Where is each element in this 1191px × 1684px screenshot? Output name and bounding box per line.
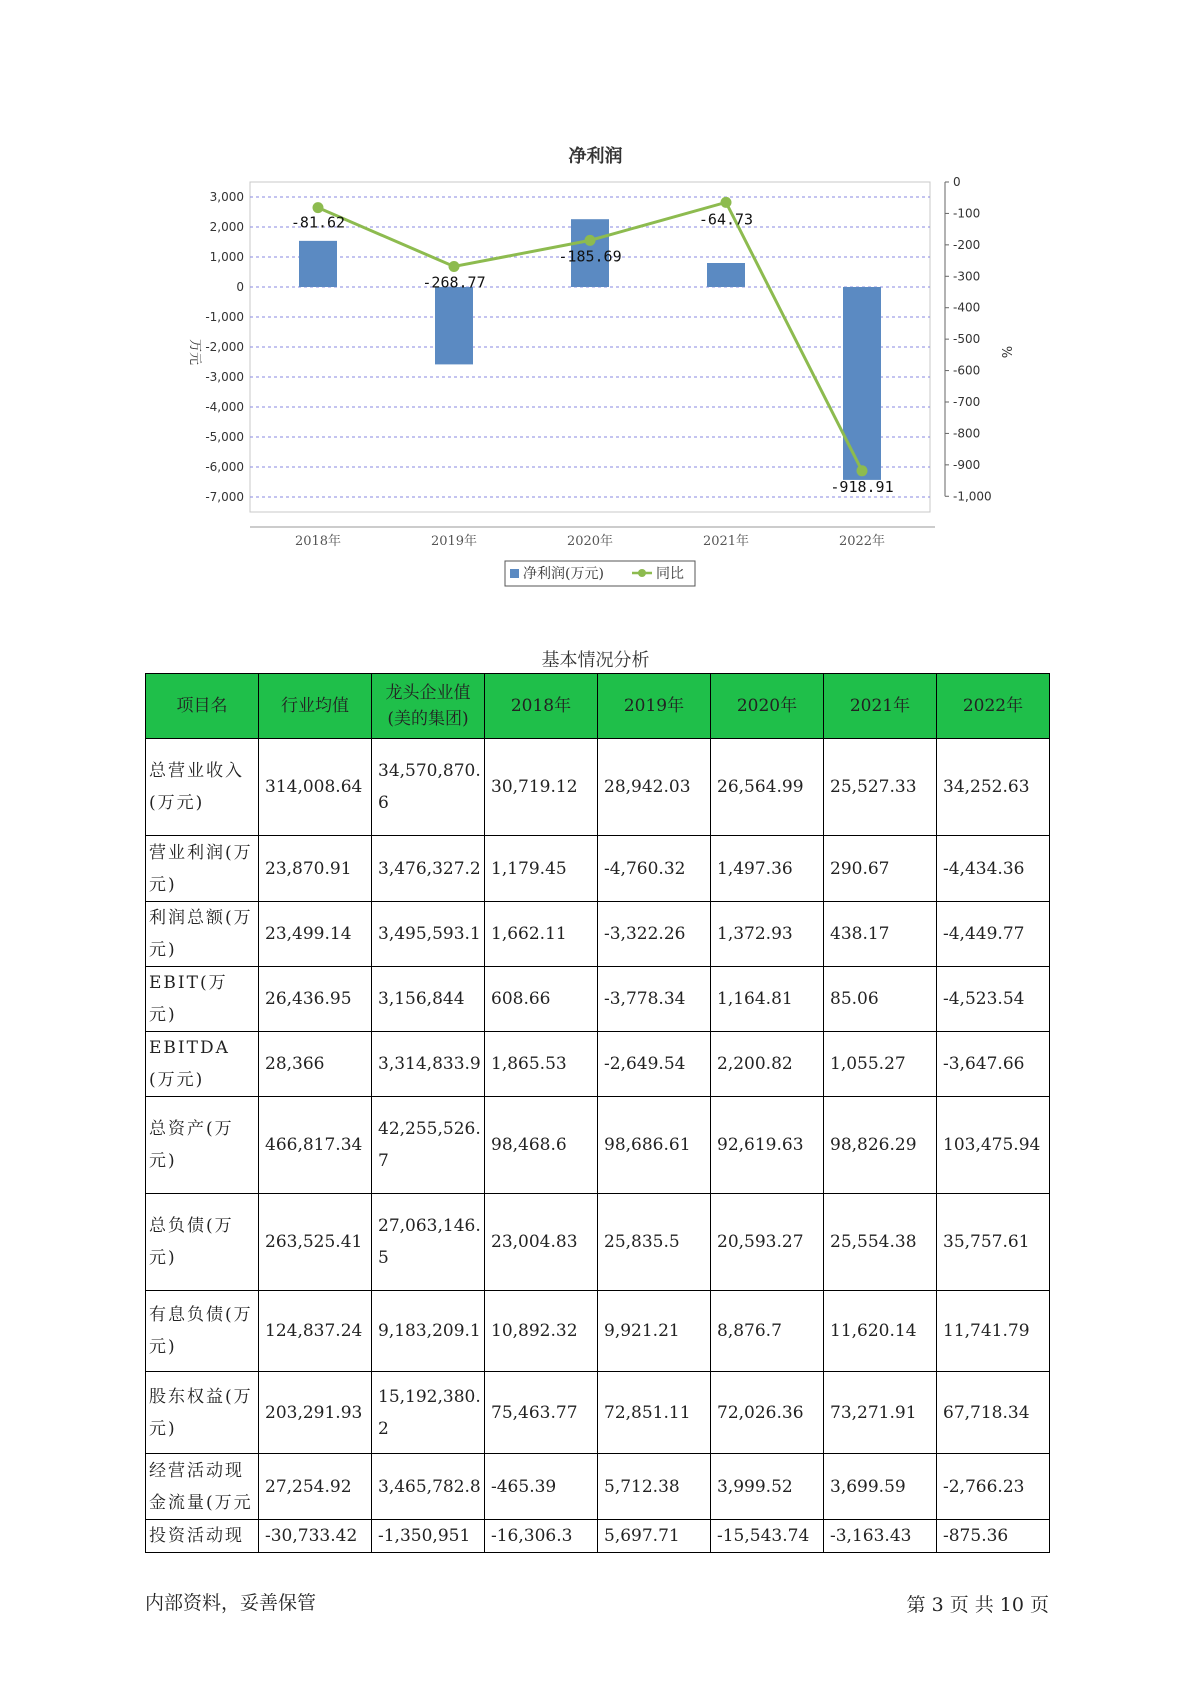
y-right-tick-label: -600 — [953, 363, 981, 378]
table-header-cell: 2021年 — [824, 674, 937, 739]
table-cell: 98,686.61 — [598, 1097, 711, 1194]
table-cell: -2,649.54 — [598, 1032, 711, 1097]
table-row — [146, 1032, 1050, 1097]
table-cell: 23,004.83 — [485, 1194, 598, 1291]
y-left-tick-label: -4,000 — [205, 400, 244, 414]
table-cell: 34,570,870.6 — [372, 739, 485, 836]
table-cell: 25,527.33 — [824, 739, 937, 836]
legend-bar-label: 净利润(万元) — [523, 566, 604, 582]
y-right-tick-label: -300 — [953, 269, 981, 284]
table-cell: 10,892.32 — [485, 1291, 598, 1372]
y-left-tick-label: -3,000 — [205, 370, 244, 384]
table-cell: 98,468.6 — [485, 1097, 598, 1194]
table-cell: -4,449.77 — [937, 902, 1050, 967]
table-cell: -15,543.74 — [711, 1520, 824, 1553]
legend-bar-swatch — [510, 569, 519, 578]
table-cell: 3,476,327.2 — [372, 836, 485, 902]
table-cell: -30,733.42 — [259, 1520, 372, 1553]
table-cell: 438.17 — [824, 902, 937, 967]
y-right-tick-label: 0 — [953, 175, 961, 189]
table-cell: 23,499.14 — [259, 902, 372, 967]
table-cell: -3,778.34 — [598, 967, 711, 1032]
table-cell: 263,525.41 — [259, 1194, 372, 1291]
yoy-point — [449, 261, 460, 272]
table-cell: 3,999.52 — [711, 1454, 824, 1520]
row-item-name: 利润总额(万元) — [146, 902, 259, 967]
table-cell: 466,817.34 — [259, 1097, 372, 1194]
y-left-tick-label: 3,000 — [209, 190, 244, 204]
yoy-data-label: -81.62 — [290, 213, 346, 232]
table-cell: 3,314,833.9 — [372, 1032, 485, 1097]
table-cell: 28,942.03 — [598, 739, 711, 836]
yoy-data-label: -268.77 — [422, 273, 486, 292]
table-cell: 15,192,380.2 — [372, 1372, 485, 1454]
table-cell: 5,712.38 — [598, 1454, 711, 1520]
legend-line-label: 同比 — [656, 566, 684, 582]
y-right-tick-label: -200 — [953, 237, 981, 252]
table-row — [146, 836, 1050, 902]
table-cell: 35,757.61 — [937, 1194, 1050, 1291]
y-left-tick-label: -1,000 — [205, 310, 244, 324]
y-right-tick-label: -800 — [953, 426, 981, 441]
yoy-point — [313, 202, 324, 213]
y-right-axis-label: % — [998, 345, 1013, 359]
row-item-name: 投资活动现 — [146, 1520, 259, 1553]
chart-title: 净利润 — [568, 146, 623, 167]
x-tick-label: 2021年 — [702, 534, 750, 549]
y-right-tick-label: -900 — [953, 457, 981, 472]
table-cell: -2,766.23 — [937, 1454, 1050, 1520]
table-cell: 27,063,146.5 — [372, 1194, 485, 1291]
table-cell: -4,434.36 — [937, 836, 1050, 902]
table-cell: 1,179.45 — [485, 836, 598, 902]
table-cell: 203,291.93 — [259, 1372, 372, 1454]
yoy-data-label: -918.91 — [830, 477, 894, 496]
table-row — [146, 1097, 1050, 1194]
table-cell: 3,495,593.1 — [372, 902, 485, 967]
table-cell: -3,163.43 — [824, 1520, 937, 1553]
table-cell: 314,008.64 — [259, 739, 372, 836]
net-profit-chart — [0, 0, 1191, 600]
footer-page-number: 第 3 页 共 10 页 — [906, 1594, 1049, 1616]
yoy-point — [857, 465, 868, 476]
table-cell: 124,837.24 — [259, 1291, 372, 1372]
table-header-cell: 龙头企业值(美的集团) — [372, 674, 485, 739]
y-left-tick-label: -7,000 — [205, 490, 244, 504]
table-header-cell: 2020年 — [711, 674, 824, 739]
table-row — [146, 902, 1050, 967]
table-cell: -3,647.66 — [937, 1032, 1050, 1097]
table-header-cell: 2018年 — [485, 674, 598, 739]
table-cell: 2,200.82 — [711, 1032, 824, 1097]
table-cell: 98,826.29 — [824, 1097, 937, 1194]
table-cell: -4,760.32 — [598, 836, 711, 902]
table-row — [146, 1372, 1050, 1454]
bar-net-profit — [435, 287, 473, 364]
table-cell: -3,322.26 — [598, 902, 711, 967]
y-right-tick-label: -500 — [953, 332, 981, 347]
x-tick-label: 2018年 — [294, 534, 342, 549]
table-header-cell: 2022年 — [937, 674, 1050, 739]
table-cell: -16,306.3 — [485, 1520, 598, 1553]
row-item-name: EBITDA(万元) — [146, 1032, 259, 1097]
table-cell: 290.67 — [824, 836, 937, 902]
yoy-data-label: -185.69 — [558, 247, 622, 266]
row-item-name: 经营活动现金流量(万元 — [146, 1454, 259, 1520]
table-cell: 27,254.92 — [259, 1454, 372, 1520]
row-item-name: EBIT(万元) — [146, 967, 259, 1032]
table-cell: 42,255,526.7 — [372, 1097, 485, 1194]
table-row — [146, 1454, 1050, 1520]
table-cell: 9,921.21 — [598, 1291, 711, 1372]
table-cell: 75,463.77 — [485, 1372, 598, 1454]
basic-analysis-table — [145, 673, 1050, 1553]
yoy-point — [585, 235, 596, 246]
table-cell: 26,564.99 — [711, 739, 824, 836]
y-left-tick-label: 2,000 — [209, 220, 244, 234]
y-right-tick-label: -700 — [953, 395, 981, 409]
table-row — [146, 1520, 1050, 1553]
y-left-tick-label: -5,000 — [205, 430, 244, 444]
table-cell: 25,554.38 — [824, 1194, 937, 1291]
legend-line-marker — [638, 569, 646, 577]
table-cell: 30,719.12 — [485, 739, 598, 836]
row-item-name: 营业利润(万元) — [146, 836, 259, 902]
table-cell: 3,465,782.8 — [372, 1454, 485, 1520]
y-right-tick-label: -100 — [953, 206, 981, 221]
table-cell: 85.06 — [824, 967, 937, 1032]
table-cell: 3,699.59 — [824, 1454, 937, 1520]
table-row — [146, 1194, 1050, 1291]
footer-confidential: 内部资料，妥善保管 — [145, 1592, 317, 1614]
table-row — [146, 967, 1050, 1032]
table-cell: 26,436.95 — [259, 967, 372, 1032]
y-right-tick-label: -1,000 — [953, 489, 992, 504]
y-left-tick-label: -2,000 — [205, 340, 244, 354]
table-cell: -465.39 — [485, 1454, 598, 1520]
table-cell: 3,156,844 — [372, 967, 485, 1032]
row-item-name: 有息负债(万元) — [146, 1291, 259, 1372]
table-cell: 1,662.11 — [485, 902, 598, 967]
table-cell: 34,252.63 — [937, 739, 1050, 836]
table-cell: 72,851.11 — [598, 1372, 711, 1454]
table-row — [146, 1291, 1050, 1372]
table-cell: 9,183,209.1 — [372, 1291, 485, 1372]
table-cell: 1,497.36 — [711, 836, 824, 902]
x-tick-label: 2019年 — [430, 534, 478, 549]
table-cell: 8,876.7 — [711, 1291, 824, 1372]
table-header-cell: 项目名 — [146, 674, 259, 739]
table-cell: 608.66 — [485, 967, 598, 1032]
yoy-data-label: -64.73 — [698, 210, 754, 229]
table-cell: 11,620.14 — [824, 1291, 937, 1372]
row-item-name: 总营业收入(万元) — [146, 739, 259, 836]
table-cell: 1,865.53 — [485, 1032, 598, 1097]
table-header-row — [146, 674, 1050, 739]
row-item-name: 股东权益(万元) — [146, 1372, 259, 1454]
table-cell: -875.36 — [937, 1520, 1050, 1553]
table-cell: 1,164.81 — [711, 967, 824, 1032]
table-cell: 20,593.27 — [711, 1194, 824, 1291]
x-tick-label: 2020年 — [566, 534, 614, 549]
table-header-cell: 行业均值 — [259, 674, 372, 739]
y-right-tick-label: -400 — [953, 300, 981, 315]
y-left-tick-label: 0 — [236, 280, 244, 294]
table-cell: 67,718.34 — [937, 1372, 1050, 1454]
table-cell: -4,523.54 — [937, 967, 1050, 1032]
row-item-name: 总负债(万元) — [146, 1194, 259, 1291]
bar-net-profit — [299, 241, 337, 287]
y-left-tick-label: 1,000 — [209, 250, 244, 264]
table-cell: 73,271.91 — [824, 1372, 937, 1454]
table-row — [146, 739, 1050, 836]
table-cell: -1,350,951 — [372, 1520, 485, 1553]
table-cell: 1,055.27 — [824, 1032, 937, 1097]
yoy-point — [721, 197, 732, 208]
table-cell: 72,026.36 — [711, 1372, 824, 1454]
bar-net-profit — [843, 287, 881, 480]
y-left-axis-label: 万元 — [187, 338, 202, 366]
y-left-tick-label: -6,000 — [205, 460, 244, 474]
table-cell: 1,372.93 — [711, 902, 824, 967]
table-cell: 25,835.5 — [598, 1194, 711, 1291]
table-cell: 92,619.63 — [711, 1097, 824, 1194]
table-title: 基本情况分析 — [541, 650, 650, 671]
table-cell: 28,366 — [259, 1032, 372, 1097]
table-cell: 11,741.79 — [937, 1291, 1050, 1372]
table-cell: 103,475.94 — [937, 1097, 1050, 1194]
table-header-cell: 2019年 — [598, 674, 711, 739]
table-cell: 5,697.71 — [598, 1520, 711, 1553]
row-item-name: 总资产(万元) — [146, 1097, 259, 1194]
bar-net-profit — [707, 263, 745, 287]
x-tick-label: 2022年 — [838, 534, 886, 549]
table-cell: 23,870.91 — [259, 836, 372, 902]
